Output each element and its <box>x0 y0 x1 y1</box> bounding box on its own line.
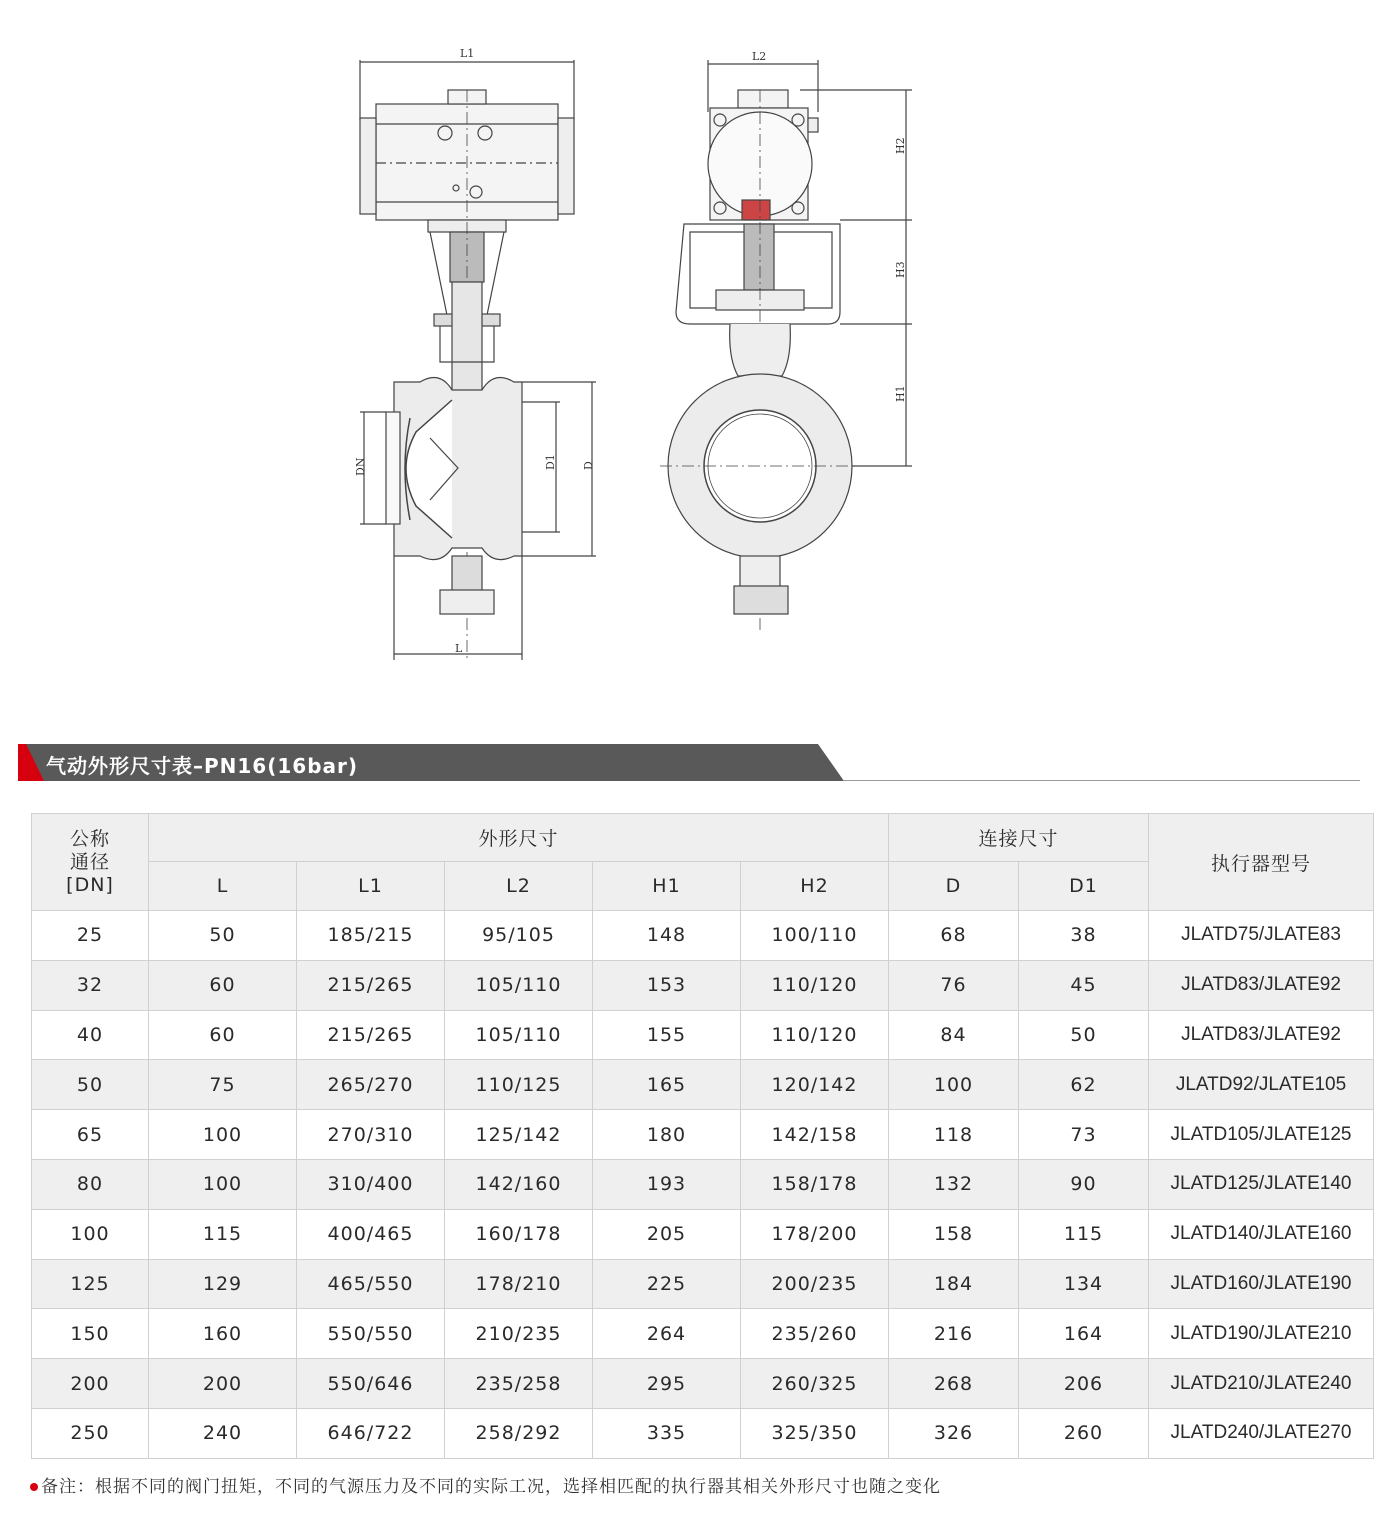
cell-h2: 142/158 <box>741 1110 889 1160</box>
cell-d: 158 <box>889 1209 1019 1259</box>
cell-l1: 270/310 <box>297 1110 445 1160</box>
cell-d: 184 <box>889 1259 1019 1309</box>
cell-h2: 110/120 <box>741 960 889 1010</box>
header-l2: L2 <box>445 862 593 911</box>
cell-l: 60 <box>149 1010 297 1060</box>
cell-d1: 164 <box>1019 1309 1149 1359</box>
cell-h2: 178/200 <box>741 1209 889 1259</box>
valve-body-side <box>660 324 860 614</box>
table-row <box>32 1060 1374 1110</box>
cell-l2: 258/292 <box>445 1408 593 1458</box>
cell-d1: 134 <box>1019 1259 1149 1309</box>
cell-h1: 148 <box>593 911 741 961</box>
cell-d1: 90 <box>1019 1159 1149 1209</box>
header-connection: 连接尺寸 <box>889 814 1149 862</box>
cell-dn: 200 <box>32 1359 149 1409</box>
cell-l2: 125/142 <box>445 1110 593 1160</box>
cell-d: 268 <box>889 1359 1019 1409</box>
header-dn-line2: 通径 <box>69 850 110 873</box>
cell-dn: 25 <box>32 911 149 961</box>
cell-dn: 40 <box>32 1010 149 1060</box>
cell-l: 240 <box>149 1408 297 1458</box>
cell-h2: 325/350 <box>741 1408 889 1458</box>
header-outline: 外形尺寸 <box>149 814 889 862</box>
section-header <box>18 744 1360 782</box>
label-l: L <box>455 642 463 655</box>
footnote-text: 备注：根据不同的阀门扭矩，不同的气源压力及不同的实际工况，选择相匹配的执行器其相关外形尺寸也随之变化 <box>41 1477 941 1497</box>
cell-actuator: JLATD160/JLATE190 <box>1149 1259 1374 1309</box>
cell-l1: 215/265 <box>297 1010 445 1060</box>
cell-dn: 80 <box>32 1159 149 1209</box>
cell-d: 84 <box>889 1010 1019 1060</box>
section-title: 气动外形尺寸表–PN16(16bar) <box>46 754 359 778</box>
cell-actuator: JLATD240/JLATE270 <box>1149 1408 1374 1458</box>
cell-actuator: JLATD125/JLATE140 <box>1149 1159 1374 1209</box>
cell-h1: 225 <box>593 1259 741 1309</box>
cell-l: 75 <box>149 1060 297 1110</box>
cell-actuator: JLATD140/JLATE160 <box>1149 1209 1374 1259</box>
header-h2: H2 <box>741 862 889 911</box>
cell-l1: 185/215 <box>297 911 445 961</box>
cell-actuator: JLATD92/JLATE105 <box>1149 1060 1374 1110</box>
cell-d: 118 <box>889 1110 1019 1160</box>
cell-h1: 165 <box>593 1060 741 1110</box>
cell-actuator: JLATD190/JLATE210 <box>1149 1309 1374 1359</box>
table-row <box>32 1359 1374 1409</box>
cell-l2: 178/210 <box>445 1259 593 1309</box>
actuator-side <box>708 90 818 220</box>
header-dn-line3: [DN] <box>66 873 114 896</box>
cell-d1: 115 <box>1019 1209 1149 1259</box>
header-d: D <box>889 862 1019 911</box>
cell-l: 115 <box>149 1209 297 1259</box>
table-row <box>32 1408 1374 1458</box>
cell-actuator: JLATD105/JLATE125 <box>1149 1110 1374 1160</box>
cell-h2: 110/120 <box>741 1010 889 1060</box>
cell-d: 100 <box>889 1060 1019 1110</box>
header-l: L <box>149 862 297 911</box>
cell-l2: 210/235 <box>445 1309 593 1359</box>
cell-h1: 295 <box>593 1359 741 1409</box>
header-actuator: 执行器型号 <box>1149 814 1374 911</box>
cell-l: 100 <box>149 1110 297 1160</box>
cell-h1: 264 <box>593 1309 741 1359</box>
cell-dn: 250 <box>32 1408 149 1458</box>
cell-h2: 260/325 <box>741 1359 889 1409</box>
cell-l: 129 <box>149 1259 297 1309</box>
cell-actuator: JLATD210/JLATE240 <box>1149 1359 1374 1409</box>
table-row <box>32 911 1374 961</box>
cell-h2: 120/142 <box>741 1060 889 1110</box>
cell-d1: 206 <box>1019 1359 1149 1409</box>
cell-l1: 310/400 <box>297 1159 445 1209</box>
valve-body-front <box>354 378 596 661</box>
cell-l1: 465/550 <box>297 1259 445 1309</box>
cell-dn: 150 <box>32 1309 149 1359</box>
cell-l2: 235/258 <box>445 1359 593 1409</box>
cell-h1: 155 <box>593 1010 741 1060</box>
cell-h2: 158/178 <box>741 1159 889 1209</box>
table-row <box>32 1010 1374 1060</box>
cell-h1: 193 <box>593 1159 741 1209</box>
label-d: D <box>582 461 595 470</box>
cell-l1: 646/722 <box>297 1408 445 1458</box>
cell-l: 100 <box>149 1159 297 1209</box>
cell-h1: 335 <box>593 1408 741 1458</box>
cell-l: 200 <box>149 1359 297 1409</box>
table-row <box>32 1159 1374 1209</box>
header-h1: H1 <box>593 862 741 911</box>
label-dn: DN <box>354 457 367 476</box>
cell-h2: 100/110 <box>741 911 889 961</box>
cell-l2: 160/178 <box>445 1209 593 1259</box>
bullet-icon <box>30 1483 38 1491</box>
cell-d1: 50 <box>1019 1010 1149 1060</box>
header-l1: L1 <box>297 862 445 911</box>
cell-actuator: JLATD75/JLATE83 <box>1149 911 1374 961</box>
cell-dn: 100 <box>32 1209 149 1259</box>
header-dn <box>32 814 149 911</box>
cell-h2: 200/235 <box>741 1259 889 1309</box>
label-l2: L2 <box>752 50 767 63</box>
cell-l1: 215/265 <box>297 960 445 1010</box>
cell-l2: 95/105 <box>445 911 593 961</box>
table-row <box>32 1309 1374 1359</box>
header-divider <box>844 780 1360 781</box>
cell-h1: 153 <box>593 960 741 1010</box>
label-l1: L1 <box>460 47 475 60</box>
label-h1: H1 <box>894 385 907 402</box>
cell-h1: 180 <box>593 1110 741 1160</box>
cell-dn: 32 <box>32 960 149 1010</box>
cell-actuator: JLATD83/JLATE92 <box>1149 1010 1374 1060</box>
cell-l: 50 <box>149 911 297 961</box>
cell-d1: 45 <box>1019 960 1149 1010</box>
header-d1: D1 <box>1019 862 1149 911</box>
cell-dn: 125 <box>32 1259 149 1309</box>
cell-l1: 550/550 <box>297 1309 445 1359</box>
cell-l2: 105/110 <box>445 960 593 1010</box>
cell-l1: 265/270 <box>297 1060 445 1110</box>
dimension-table <box>31 813 1374 1459</box>
cell-d1: 38 <box>1019 911 1149 961</box>
label-h2: H2 <box>894 137 907 154</box>
valve-drawing <box>0 0 1390 700</box>
cell-d1: 73 <box>1019 1110 1149 1160</box>
cell-d: 326 <box>889 1408 1019 1458</box>
table-row <box>32 1209 1374 1259</box>
table-row <box>32 1259 1374 1309</box>
cell-l1: 400/465 <box>297 1209 445 1259</box>
cell-d: 132 <box>889 1159 1019 1209</box>
cell-l: 60 <box>149 960 297 1010</box>
table-row <box>32 960 1374 1010</box>
cell-l2: 142/160 <box>445 1159 593 1209</box>
label-d1: D1 <box>544 454 557 470</box>
cell-h2: 235/260 <box>741 1309 889 1359</box>
cell-l: 160 <box>149 1309 297 1359</box>
footnote <box>30 1472 941 1497</box>
cell-dn: 50 <box>32 1060 149 1110</box>
cell-h1: 205 <box>593 1209 741 1259</box>
cell-l1: 550/646 <box>297 1359 445 1409</box>
header-dn-line1: 公称 <box>69 827 110 850</box>
table-row <box>32 1110 1374 1160</box>
cell-actuator: JLATD83/JLATE92 <box>1149 960 1374 1010</box>
cell-l2: 110/125 <box>445 1060 593 1110</box>
cell-d: 68 <box>889 911 1019 961</box>
cell-d: 216 <box>889 1309 1019 1359</box>
cell-d1: 62 <box>1019 1060 1149 1110</box>
cell-d1: 260 <box>1019 1408 1149 1458</box>
label-h3: H3 <box>894 261 907 278</box>
cell-l2: 105/110 <box>445 1010 593 1060</box>
cell-d: 76 <box>889 960 1019 1010</box>
cell-dn: 65 <box>32 1110 149 1160</box>
